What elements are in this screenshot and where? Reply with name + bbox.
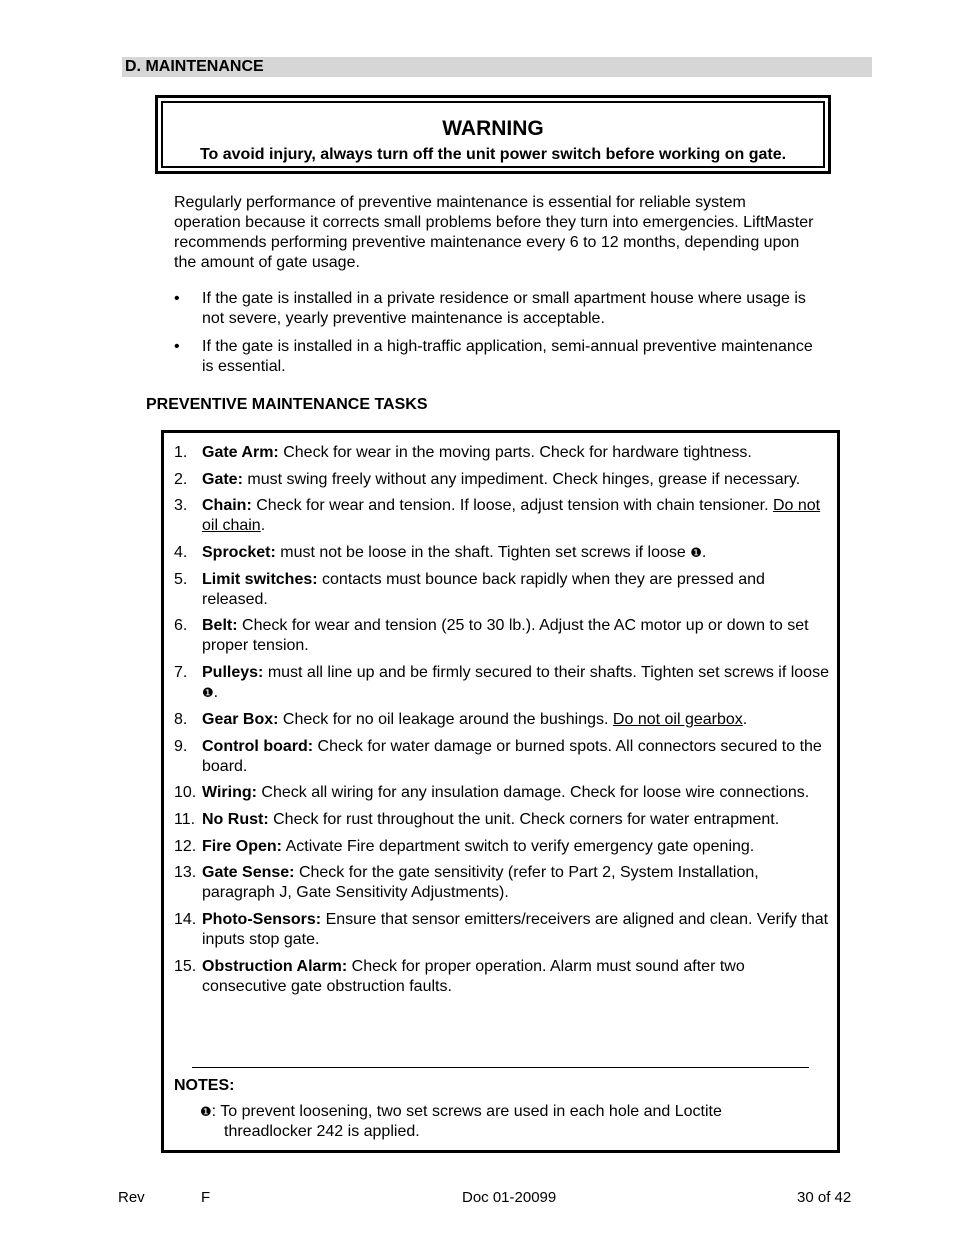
task-label: Limit switches:	[202, 570, 318, 588]
task-item	[174, 737, 829, 777]
task-label: Belt:	[202, 617, 238, 635]
usage-bullet-list	[174, 289, 814, 385]
bullet-icon: •	[174, 338, 180, 355]
warning-title: WARNING	[442, 117, 544, 140]
task-item	[174, 910, 829, 950]
task-text: Check for wear in the moving parts. Check for hardware tightness.	[283, 444, 752, 461]
intro-paragraph: Regularly performance of preventive maintenance is essential for reliable system operation because it corrects small problems before they turn into emergencies. LiftMaster recommends performing preventive maintenance every 6 to 12 months, depending upon the amount of gate usage.	[174, 194, 814, 271]
task-label: Pulleys:	[202, 664, 264, 682]
task-text: Check for no oil leakage around the bushings.	[282, 710, 609, 728]
task-item	[174, 570, 829, 610]
footer-doc-number: Doc 01-20099	[462, 1189, 557, 1206]
warning-inner-frame	[161, 101, 825, 168]
tasks-box	[161, 430, 840, 1153]
task-text: contacts must bounce back rapidly when they are pressed and released.	[202, 570, 765, 608]
note-line-2: threadlocker 242 is applied.	[224, 1123, 420, 1140]
task-number: 15.	[174, 957, 197, 975]
task-text: Activate Fire department switch to verify emergency gate opening.	[285, 837, 755, 855]
task-label: Gate Arm:	[202, 444, 279, 461]
notes-title: NOTES:	[174, 1077, 235, 1094]
task-text: Check for water damage or burned spots. All connectors secured to the board.	[202, 737, 822, 775]
task-punctuation: .	[213, 684, 219, 702]
note-marker-icon: ❶	[200, 1104, 212, 1119]
bullet-item	[174, 337, 814, 377]
task-number: 12.	[174, 837, 197, 855]
bullet-icon: •	[174, 290, 180, 307]
task-text: must swing freely without any impediment. Check hinges, grease if necessary.	[247, 470, 801, 488]
task-number: 4.	[174, 544, 188, 562]
note-line-1: : To prevent loosening, two set screws are used in each hole and Loctite	[211, 1103, 722, 1120]
task-label: Gear Box:	[202, 710, 279, 728]
bullet-text: If the gate is installed in a private residence or small apartment house where usage is not severe, yearly preventive maintenance is acceptable.	[202, 290, 806, 327]
task-number: 8.	[174, 710, 188, 728]
warning-text: To avoid injury, always turn off the unit power switch before working on gate.	[199, 146, 787, 163]
bullet-text: If the gate is installed in a high-traffic application, semi-annual preventive maintenance is essential.	[202, 338, 813, 375]
task-text: must not be loose in the shaft. Tighten set screws if loose	[280, 544, 686, 562]
task-number: 5.	[174, 570, 188, 588]
task-item	[174, 543, 829, 563]
task-number: 10.	[174, 784, 197, 802]
footer-rev-value: F	[201, 1189, 211, 1206]
task-label: Gate:	[202, 470, 243, 488]
task-text: Check for rust throughout the unit. Check corners for water entrapment.	[273, 810, 780, 828]
task-label: Chain:	[202, 497, 252, 515]
task-item	[174, 783, 829, 803]
task-number: 14.	[174, 910, 197, 928]
task-punctuation: .	[742, 710, 748, 728]
task-number: 13.	[174, 864, 197, 882]
task-number: 6.	[174, 617, 188, 635]
task-number: 9.	[174, 737, 188, 755]
task-label: Wiring:	[202, 784, 257, 802]
task-item	[174, 616, 829, 656]
note-marker-icon: ❶	[202, 685, 214, 701]
task-text: Check for the gate sensitivity (refer to Part 2, System Installation, paragraph J, Gate Sensitivity Adjustments).	[202, 864, 759, 902]
task-label: Sprocket:	[202, 544, 276, 562]
task-number: 1.	[174, 444, 188, 461]
notes-divider	[192, 1067, 809, 1068]
task-item	[174, 810, 829, 830]
section-header: D. MAINTENANCE	[122, 57, 872, 77]
footer-page-number: 30 of 42	[797, 1189, 852, 1206]
tasks-heading: PREVENTIVE MAINTENANCE TASKS	[146, 396, 428, 413]
task-item	[174, 837, 829, 857]
bullet-item	[174, 289, 814, 329]
task-list	[174, 443, 829, 1003]
task-underlined-note: Do not oil gearbox	[612, 710, 743, 728]
task-number: 11.	[174, 810, 196, 828]
note-marker-icon: ❶	[690, 545, 702, 561]
footer-rev-label: Rev	[118, 1189, 145, 1206]
task-item	[174, 710, 829, 730]
task-item	[174, 957, 829, 997]
note-item	[200, 1102, 800, 1142]
task-item	[174, 663, 829, 703]
task-label: Photo-Sensors:	[202, 910, 322, 928]
task-punctuation: .	[260, 517, 266, 535]
task-item	[174, 496, 829, 536]
task-label: Control board:	[202, 737, 314, 755]
task-punctuation: .	[701, 544, 707, 562]
task-number: 3.	[174, 497, 188, 515]
task-text: Check for wear and tension. If loose, adjust tension with chain tensioner.	[256, 497, 769, 515]
task-item	[174, 470, 829, 490]
task-item	[174, 863, 829, 903]
task-text: must all line up and be firmly secured to their shafts. Tighten set screws if loose	[267, 664, 829, 682]
task-text: Check for proper operation. Alarm must sound after two consecutive gate obstruction faults.	[202, 957, 745, 995]
task-label: Fire Open:	[202, 837, 283, 855]
task-item	[174, 443, 829, 463]
task-number: 7.	[174, 664, 188, 682]
task-label: Gate Sense:	[202, 864, 295, 882]
task-underlined-note: Do not oil chain	[202, 497, 821, 535]
warning-box	[155, 95, 831, 174]
task-text: Check all wiring for any insulation damage. Check for loose wire connections.	[261, 784, 810, 802]
task-label: No Rust:	[202, 810, 269, 828]
task-number: 2.	[174, 470, 188, 488]
task-label: Obstruction Alarm:	[202, 957, 348, 975]
task-text: Ensure that sensor emitters/receivers are aligned and clean. Verify that inputs stop gate.	[202, 910, 829, 948]
task-text: Check for wear and tension (25 to 30 lb.). Adjust the AC motor up or down to set proper tension.	[202, 617, 809, 655]
